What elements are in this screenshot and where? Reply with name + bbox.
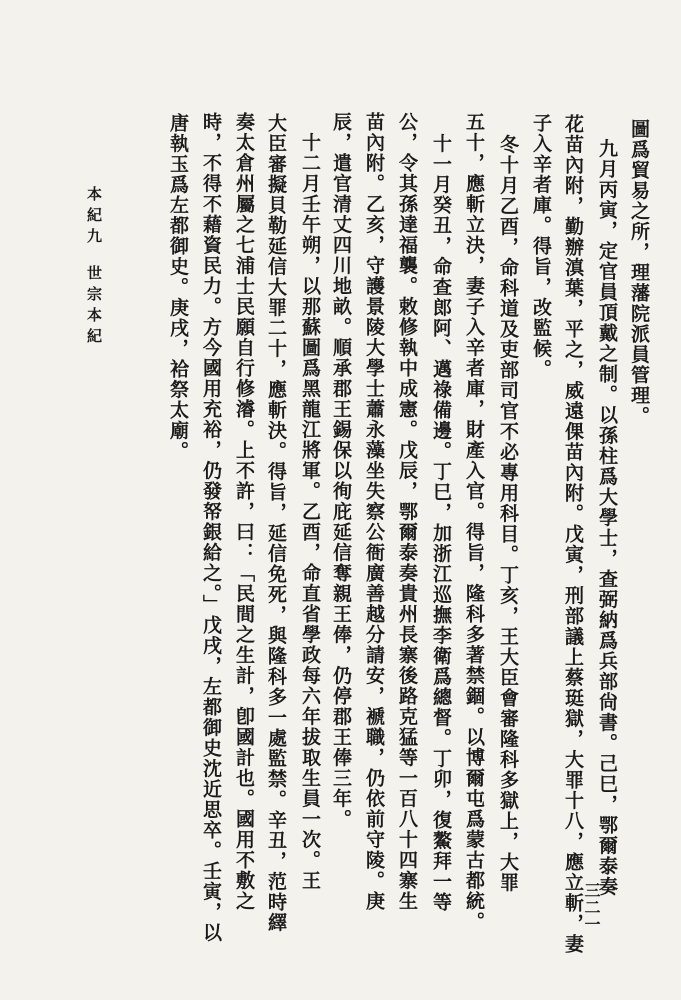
page-number: 三二一: [582, 882, 601, 933]
text-column-4: 子入辛者庫。得旨，改監候。: [530, 113, 552, 380]
text-column-1: 圖爲貿易之所，理藩院派員管理。: [628, 119, 650, 427]
text-column-15: 唐執玉爲左都御史。庚戌，袷祭太廟。: [167, 113, 189, 462]
text-column-12: 大臣審擬貝勒延信大罪二十，應斬決。得旨，延信免死，與隆科多一處監禁。辛丑，范時繹: [265, 113, 287, 933]
text-column-5: 冬十月乙酉，命科道及吏部司官不必專用科目。丁亥，王大臣會審隆科多獄上，大罪: [497, 114, 519, 893]
page-header-chapter: 本紀九: [85, 186, 103, 249]
text-column-10: 辰，遣官清丈四川地畝。順承郡王錫保以徇庇延信奪親王俸，仍停郡王俸三年。: [330, 112, 352, 830]
page-header-title: 世宗本紀: [85, 265, 103, 349]
text-column-7: 十一月癸丑，命查郎阿、邁祿備邊。丁巳，加浙江巡撫李衛爲總督。丁卯，復鰲拜一等: [430, 113, 452, 913]
text-column-8: 公，令其孫達福襲。敕修執中成憲。戊辰，鄂爾泰奏貴州長寨後路克猛等一百八十四寨生: [396, 112, 418, 912]
text-column-9: 苗內附。乙亥，守護景陵大學士蕭永藻坐失察公衙廣善越分請安，褫職，仍依前守陵。庚: [363, 112, 385, 912]
text-column-3: 花苗內附，勤辦滇葉，平之，威遠倮苗內附。戊寅，刑部議上蔡珽獄，大罪十八，應立斬，妻: [562, 114, 584, 955]
text-column-6: 五十，應斬立決，妻子入辛者庫，財產入官。得旨，隆科多著禁錮。以博爾屯爲蒙古都統。: [463, 112, 485, 932]
text-column-13: 奏太倉州屬之七浦士民願自行修濬。上不許，曰：「民間之生計，卽國計也。國用不敷之: [233, 112, 255, 912]
text-column-2: 九月丙寅，定官員頂戴之制。以孫柱爲大學士，查弼納爲兵部尙書。己巳，鄂爾泰奏: [596, 118, 618, 897]
text-column-14: 時，不得不藉資民力。方今國用充裕，仍發帑銀給之。」戊戌，左都御史沈近思卒。壬寅，以: [200, 112, 222, 943]
text-column-11: 十二月壬午朔，以那蘇圖爲黑龍江將軍。乙酉，命直省學政每六年拔取生員一次。王: [299, 112, 321, 891]
